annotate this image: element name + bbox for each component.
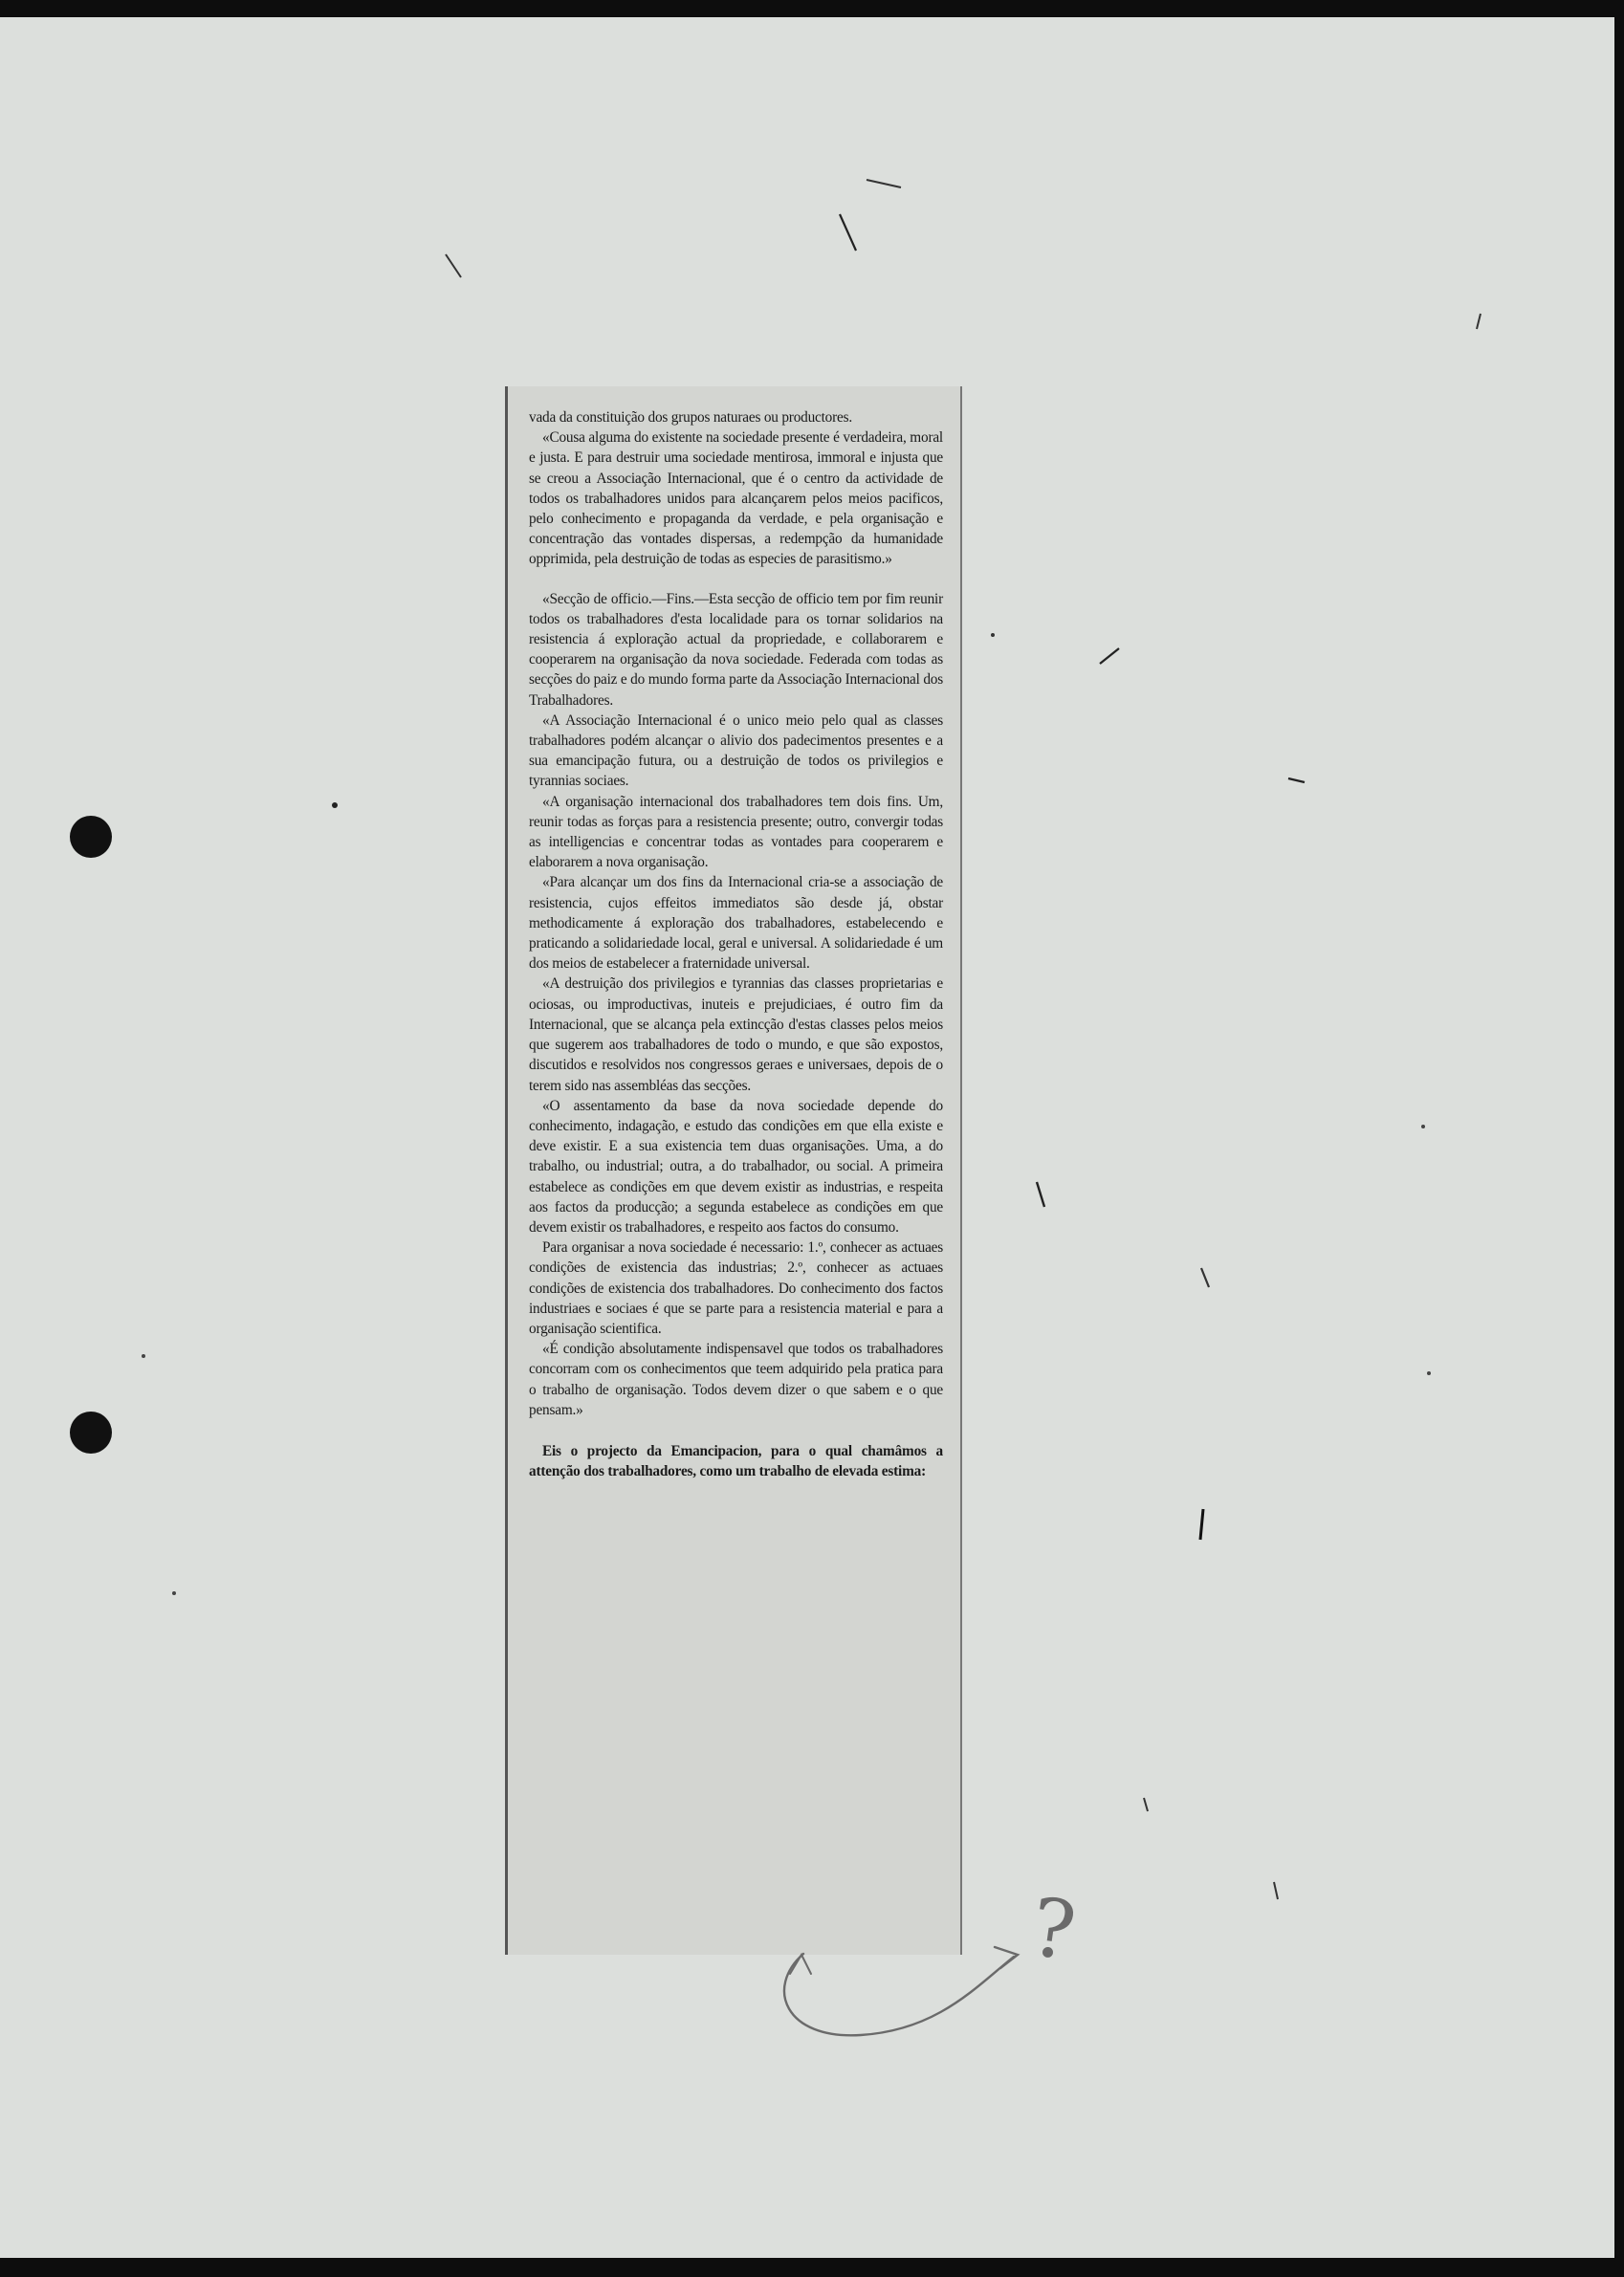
clipping-paragraph: «A Associação Internacional é o unico meio pelo qual as classes trabalhadores podém alcançar o alivio dos padecimentos presentes e a sua emancipação futura, ou a destruição de todos os privilegios e tyrannias sociaes.	[529, 712, 943, 790]
clipping-paragraph: «A organisação internacional dos trabalhadores tem dois fins. Um, reunir todas as forças para a resistencia presente; outro, convergir todas as intelligencias e concentrar todas as vontades para cooperarem e elaborarem a nova organisação.	[529, 793, 943, 871]
clipping-paragraph: «É condição absolutamente indispensavel que todos os trabalhadores concorram com os conhecimentos que teem adquirido pela pratica para o trabalho de organisação. Todos devem dizer o que sabem e o que pensam.»	[529, 1341, 943, 1418]
scan-mark	[1144, 1798, 1148, 1811]
clipping-paragraph: vada da constituição dos grupos naturaes ou productores.	[529, 409, 852, 426]
punch-hole-upper	[70, 816, 112, 858]
scan-dot	[991, 633, 995, 637]
scan-dot	[172, 1591, 176, 1595]
scan-mark	[1288, 778, 1305, 782]
arrowhead-up-icon	[790, 1955, 811, 1974]
newspaper-clipping	[505, 386, 962, 1955]
scanned-page	[0, 17, 1614, 2258]
arrowhead-right-icon	[995, 1947, 1018, 1968]
scan-dot	[1421, 1125, 1425, 1128]
scan-mark	[1100, 648, 1119, 664]
scan-mark	[1274, 1882, 1278, 1899]
scan-mark	[1477, 314, 1481, 329]
punch-hole-lower	[70, 1412, 112, 1454]
scan-mark	[1201, 1268, 1209, 1287]
question-mark-annotation: ?	[1025, 1879, 1082, 1979]
clipping-paragraph: «A destruição dos privilegios e tyrannias das classes proprietarias e ociosas, ou improductivas, inuteis e prejudiciaes, é outro fim da Internacional, que se alcança pela extincção d'estas classes pelos meios que sugerem aos trabalhadores de todo o mundo, e que são expostos, discutidos e resolvidos nos congressos geraes e universaes, depois de o terem sido nas assembléas das secções.	[529, 975, 943, 1094]
clipping-paragraph: «O assentamento da base da nova sociedade depende do conhecimento, indagação, e estudo das condições em que ella existe e deve existir. E a sua existencia tem duas organisações. Uma, a do trabalho, ou industrial; outra, a do trabalhador, ou social. A primeira estabelece as condições em que devem existir as industrias, e respeita aos factos da producção; a segunda estabelece as condições em que devem existir os trabalhadores, e respeito aos factos do consumo.	[529, 1097, 943, 1236]
clipping-paragraph: «Cousa alguma do existente na sociedade presente é verdadeira, moral e justa. E para destruir uma sociedade mentirosa, immoral e injusta que se creou a Associação Internacional, que é o centro da actividade de todos os trabalhadores unidos para alcançarem pelos meios pacificos, pelo conhecimento e propaganda da verdade, e pela organisação e concentração das vontades dispersas, a redempção da humanidade opprimida, pela destruição de todas as especies de parasitismo.»	[529, 429, 943, 568]
clipping-closing-paragraph: Eis o projecto da Emancipacion, para o qual chamâmos a attenção dos trabalhadores, como um trabalho de elevada estima:	[529, 1442, 943, 1480]
scan-mark	[1200, 1509, 1203, 1540]
scan-dot	[142, 1354, 145, 1358]
scan-mark	[840, 214, 856, 251]
clipping-paragraph: «Para alcançar um dos fins da Internacional cria-se a associação de resistencia, cujos effeitos immediatos são desde já, obstar methodicamente á exploração dos trabalhadores, estabelecendo e praticando a solidariedade local, geral e universal. A solidariedade é um dos meios de estabelecer a fraternidade universal.	[529, 874, 943, 973]
clipping-paragraph: Para organisar a nova sociedade é necessario: 1.º, conhecer as actuaes condições de existencia das industrias; 2.º, conhecer as actuaes condições de existencia dos trabalhadores. Do conhecimento dos factos industriaes e sociaes é que se parte para a resistencia material e para a organisação scientifica.	[529, 1239, 943, 1337]
scan-dot	[332, 802, 338, 808]
scan-dot	[1427, 1371, 1431, 1375]
scan-mark	[1037, 1182, 1044, 1207]
pencil-arrow-icon	[784, 1954, 1014, 2035]
scan-mark	[867, 180, 901, 187]
clipping-paragraph: «Secção de officio.—Fins.—Esta secção de officio tem por fim reunir todos os trabalhadores d'esta localidade para os tornar solidarios na resistencia á exploração actual da propriedade, e collaborarem e cooperarem na organisação da nova sociedade. Federada com todas as secções do paiz e do mundo forma parte da Associação Internacional dos Trabalhadores.	[529, 590, 943, 709]
scan-mark	[446, 254, 461, 277]
